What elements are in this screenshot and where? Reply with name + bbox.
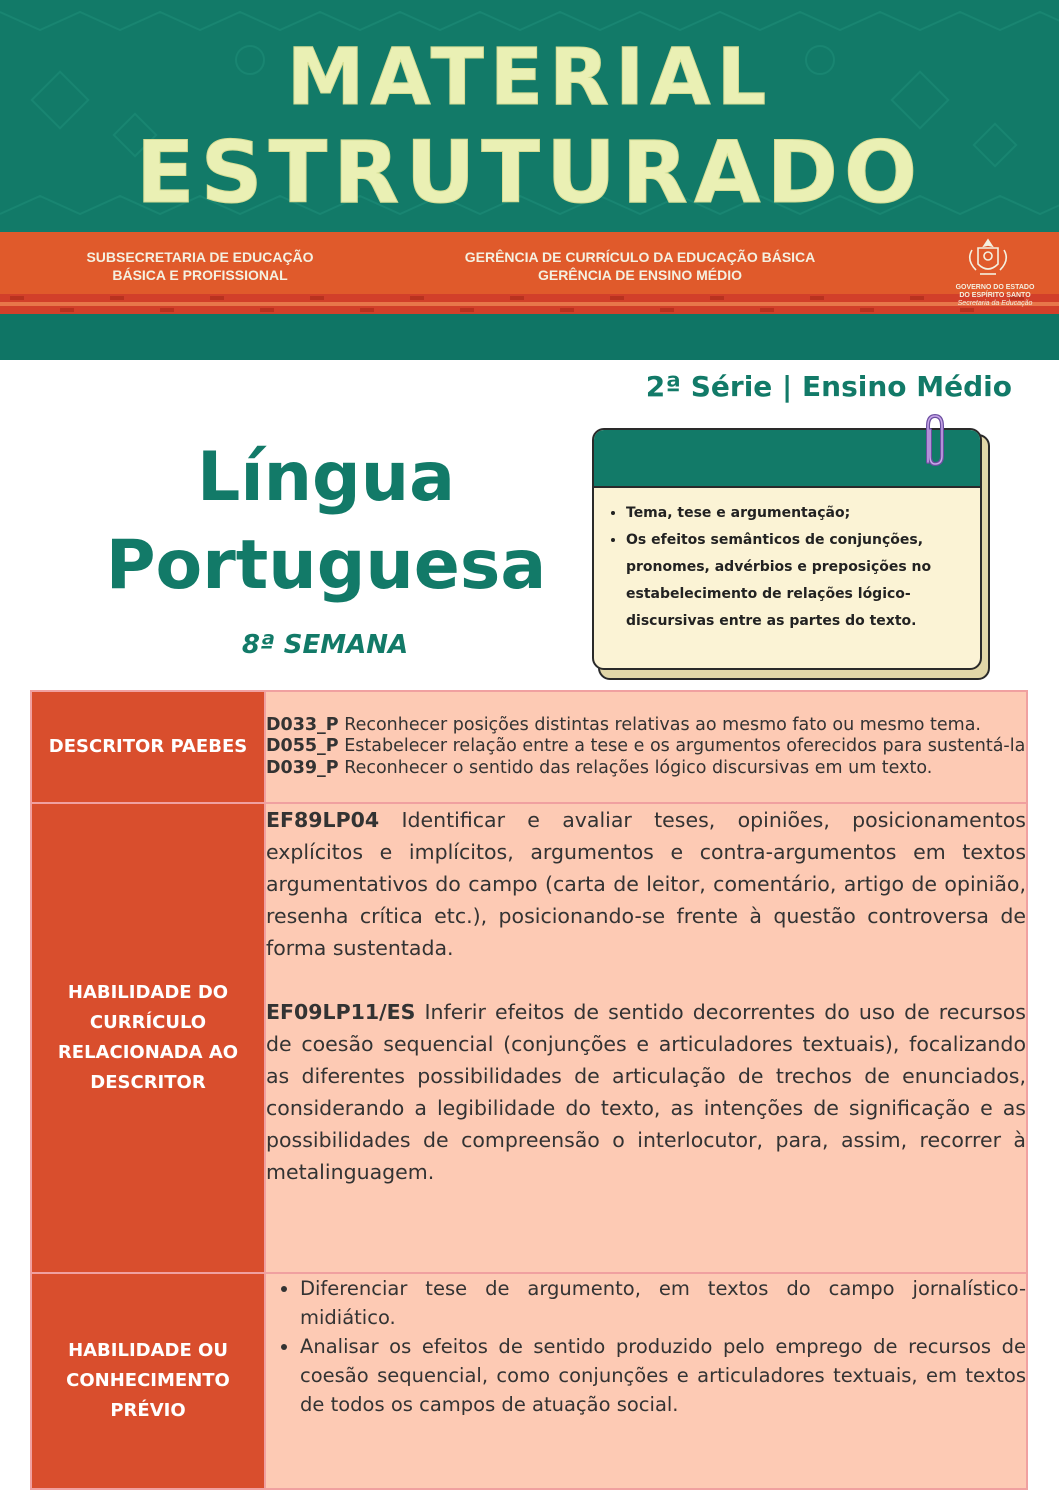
previo-item: • Diferenciar tese de argumento, em textos do campo jornalístico-midiático. (300, 1274, 1026, 1332)
gerencia-line1: GERÊNCIA DE CURRÍCULO DA EDUCAÇÃO BÁSICA (464, 249, 816, 265)
gerencia-line2: GERÊNCIA DE ENSINO MÉDIO (537, 267, 743, 283)
habilidade-item (266, 996, 1026, 1188)
descritor-code: D039_P (266, 757, 339, 778)
gov-line1: GOVERNO DO ESTADO (955, 284, 1035, 291)
habilidade-code: EF09LP11/ES (266, 1000, 416, 1024)
descritor-text: Reconhecer o sentido das relações lógico discursivas em um texto. (338, 757, 933, 778)
decorative-stripe (0, 294, 1059, 314)
subsecretaria-line1: SUBSECRETARIA DE EDUCAÇÃO (86, 249, 314, 265)
table-row (31, 691, 1027, 803)
previo-label: HABILIDADE OU CONHECIMENTO PRÉVIO (31, 1273, 265, 1489)
banner-title-line2: ESTRUTURADO (135, 123, 924, 223)
gov-line3: Secretaria da Educação (957, 300, 1033, 307)
descritor-label: DESCRITOR PAEBES (31, 691, 265, 803)
subsecretaria-label (40, 248, 360, 284)
topic-item: • Tema, tese e argumentação; (626, 500, 974, 527)
header-banner (0, 0, 1059, 360)
previos-list (266, 1274, 1026, 1419)
descritor-item (266, 715, 1026, 737)
week-label: 8ª SEMANA (241, 630, 409, 660)
topic-item: • Os efeitos semânticos de conjunções, pronomes, advérbios e preposições no estabelecimento de relações lógico-discursivas entre as partes do texto. (626, 527, 974, 635)
table-row (31, 803, 1027, 1273)
descritor-code: D055_P (266, 736, 339, 757)
paperclip-icon (918, 412, 948, 472)
curriculum-table (30, 690, 1028, 1490)
descritor-item (266, 758, 1026, 780)
subject-title-line2: Portuguesa (105, 526, 547, 605)
habilidades-cell (265, 803, 1027, 1273)
descritor-code: D033_P (266, 714, 339, 735)
habilidade-item (266, 804, 1026, 964)
topics-list (594, 500, 980, 635)
state-coat-of-arms-icon (958, 236, 1018, 280)
habilidade-code: EF89LP04 (266, 808, 380, 832)
descritor-text: Estabelecer relação entre a tese e os argumentos oferecidos para sustentá-la (338, 736, 1026, 757)
descritores-cell (265, 691, 1027, 803)
habilidade-label: HABILIDADE DO CURRÍCULO RELACIONADA AO DESCRITOR (31, 803, 265, 1273)
previos-cell (265, 1273, 1027, 1489)
table-row (31, 1273, 1027, 1489)
government-label (940, 284, 1050, 308)
subsecretaria-line2: BÁSICA E PROFISSIONAL (112, 267, 288, 283)
gerencia-label (420, 248, 860, 284)
subject-title (70, 434, 582, 610)
previo-item: • Analisar os efeitos de sentido produzido pelo emprego de recursos de coesão sequencial, como conjunções e articuladores textuais, em textos de todos os campos de atuação social. (300, 1332, 1026, 1419)
habilidade-text: Identificar e avaliar teses, opiniões, posicionamentos explícitos e implícitos, argumentos e contra-argumentos em textos argumentativos do campo (carta de leitor, comentário, artigo de opinião, resenha crítica etc.), posicionando-se frente à questão controversa de forma sustentada. (266, 808, 1026, 960)
banner-title-line1: MATERIAL (286, 33, 773, 123)
gov-line2: DO ESPÍRITO SANTO (959, 292, 1031, 299)
grade-level: 2ª Série | Ensino Médio (645, 370, 1012, 403)
descritor-item (266, 736, 1026, 758)
banner-bottom-strip (0, 314, 1059, 360)
descritor-text: Reconhecer posições distintas relativas ao mesmo fato ou mesmo tema. (338, 714, 981, 735)
habilidade-text: Inferir efeitos de sentido decorrentes do uso de recursos de coesão sequencial (conjunções e articuladores textuais), focalizando as diferentes possibilidades de articulação de trechos de enunciados, considerando a legibilidade do texto, as intenções de significação e as possibilidades de compreensão o interlocutor, para, assim, recorrer à metalinguagem. (266, 1000, 1026, 1184)
subject-title-line1: Língua (196, 438, 456, 517)
